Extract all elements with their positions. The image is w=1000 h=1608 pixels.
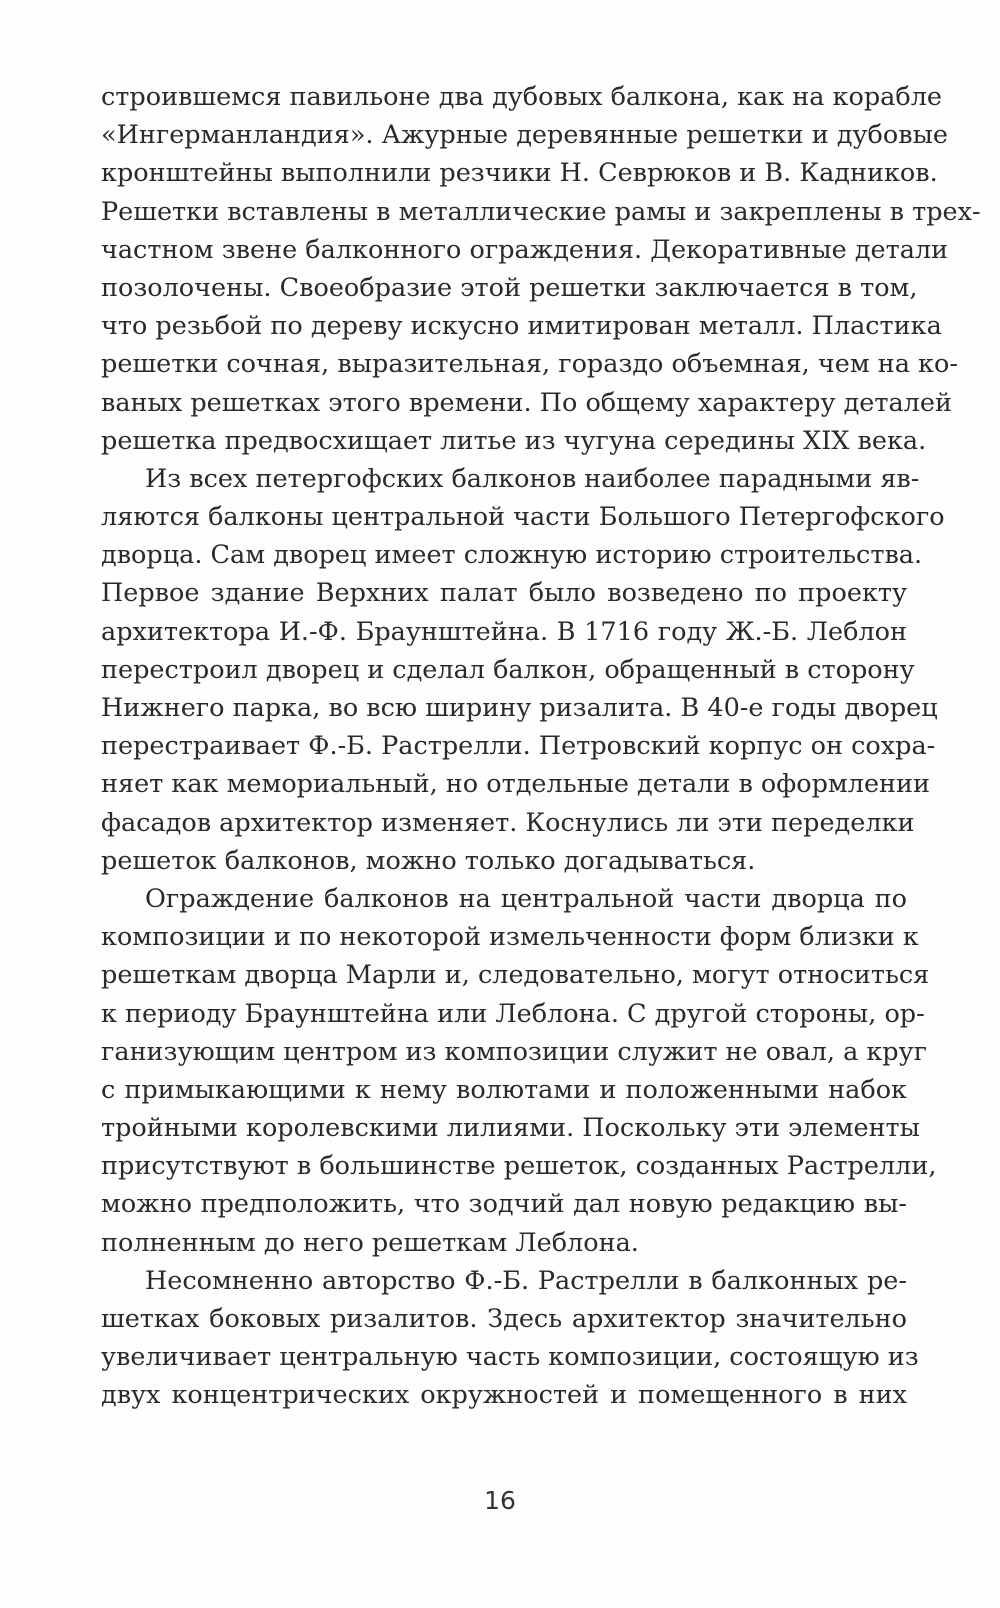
text-line: Ограждение балконов на центральной части дворца по: [145, 883, 907, 914]
text-line: ганизующим центром из композиции служит не овал, а круг: [101, 1036, 927, 1067]
text-line: Несомненно авторство Ф.-Б. Растрелли в балконных ре-: [145, 1265, 907, 1296]
paragraph: [101, 880, 937, 1262]
text-line: дворца. Сам дворец имеет сложную историю строительства.: [101, 540, 923, 571]
text-line: ляются балконы центральной части Большого Петергофского: [101, 502, 945, 533]
text-line: позолочены. Своеобразие этой решетки заключается в том,: [101, 272, 918, 303]
text-line: ваных решетках этого времени. По общему характеру деталей: [101, 387, 952, 418]
text-line: увеличивает центральную часть композиции, состоящую из: [101, 1342, 919, 1373]
text-line: присутствуют в большинстве решеток, созданных Растрелли,: [101, 1151, 937, 1182]
text-line: можно предположить, что зодчий дал новую редакцию вы-: [101, 1189, 907, 1220]
text-line: полненным до него решеткам Леблона.: [101, 1227, 639, 1258]
text-line: к периоду Браунштейна или Леблона. С другой стороны, ор-: [101, 998, 925, 1029]
paragraph: [101, 460, 945, 880]
text-line: решеткам дворца Марли и, следовательно, могут относиться: [101, 960, 930, 991]
paragraph: [101, 78, 981, 460]
text-line: перестроил дворец и сделал балкон, обращенный в сторону: [101, 654, 915, 685]
text-line: «Ингерманландия». Ажурные деревянные решетки и дубовые: [101, 120, 948, 151]
text-line: композиции и по некоторой измельченности форм близки к: [101, 922, 919, 953]
text-line: решетки сочная, выразительная, гораздо объемная, чем на ко-: [101, 349, 958, 380]
text-line: шетках боковых ризалитов. Здесь архитектор значительно: [101, 1304, 907, 1334]
paragraph: [101, 1262, 919, 1415]
text-line: няет как мемориальный, но отдельные детали в оформлении: [101, 769, 931, 800]
text-line: двух концентрических окружностей и помещенного в них: [101, 1380, 907, 1411]
text-line: с примыкающими к нему волютами и положенными набок: [101, 1074, 907, 1105]
text-line: кронштейны выполнили резчики Н. Севрюков и В. Кадников.: [101, 158, 938, 189]
text-line: решеток балконов, можно только догадываться.: [101, 845, 756, 876]
page-number: 16: [484, 1486, 516, 1515]
body-text: [101, 78, 981, 1415]
text-line: Из всех петергофских балконов наиболее парадными яв-: [145, 463, 920, 494]
text-line: архитектора И.-Ф. Браунштейна. В 1716 году Ж.-Б. Леблон: [101, 616, 907, 647]
text-line: Первое здание Верхних палат было возведено по проекту: [101, 578, 907, 609]
text-line: перестраивает Ф.-Б. Растрелли. Петровский корпус он сохра-: [101, 731, 936, 762]
text-line: тройными королевскими лилиями. Поскольку эти элементы: [101, 1113, 920, 1144]
text-line: Решетки вставлены в металлические рамы и закреплены в трех-: [101, 196, 981, 227]
text-line: частном звене балконного ограждения. Декоративные детали: [101, 234, 949, 265]
text-line: фасадов архитектор изменяет. Коснулись ли эти переделки: [101, 807, 915, 838]
text-line: что резьбой по дереву искусно имитирован металл. Пластика: [101, 311, 942, 342]
text-line: решетка предвосхищает литье из чугуна середины XIX века.: [101, 425, 927, 456]
text-line: строившемся павильоне два дубовых балкона, как на корабле: [101, 82, 943, 112]
text-line: Нижнего парка, во всю ширину ризалита. В 40-е годы дворец: [101, 693, 938, 723]
